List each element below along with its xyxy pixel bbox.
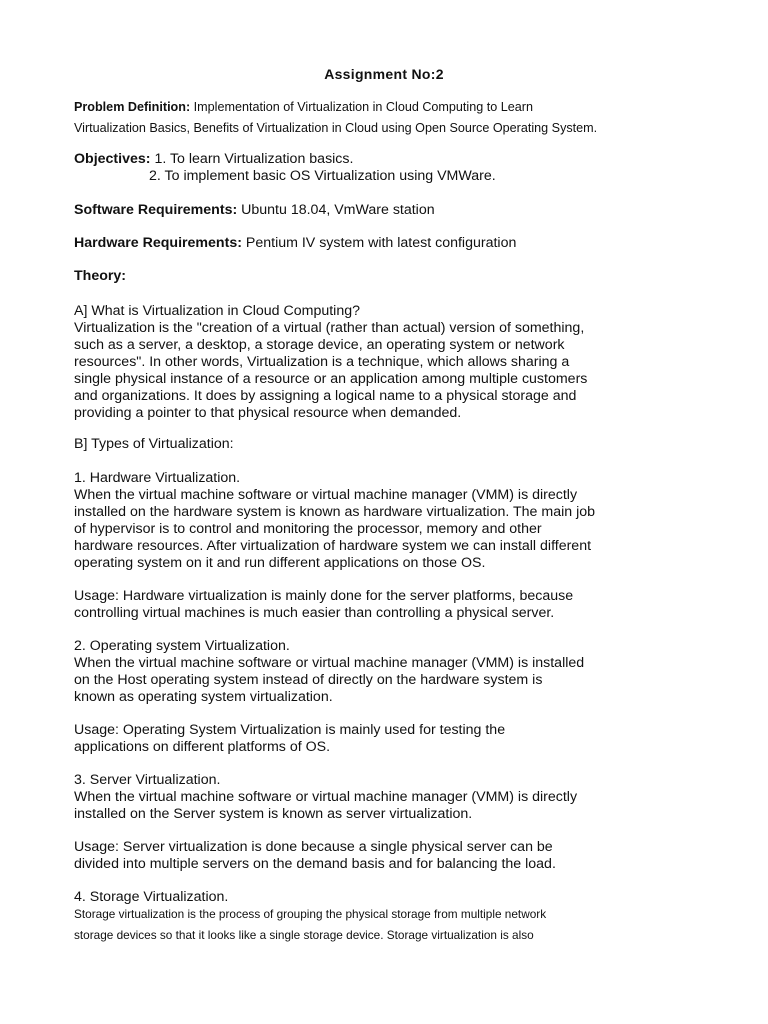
- type-1-usage-line: controlling virtual machines is much easier than controlling a physical server.: [74, 605, 555, 621]
- type-1-line: hardware resources. After virtualization of hardware system we can install different: [74, 538, 592, 554]
- type-3-line: When the virtual machine software or virtual machine manager (VMM) is directly: [74, 789, 578, 805]
- type-2-line: When the virtual machine software or virtual machine manager (VMM) is installed: [74, 655, 585, 671]
- type-1-line: of hypervisor is to control and monitoring the processor, memory and other: [74, 521, 542, 537]
- section-a-line: such as a server, a desktop, a storage device, an operating system or network: [74, 337, 565, 353]
- type-2-line: known as operating system virtualization.: [74, 689, 333, 705]
- section-b: [74, 436, 674, 453]
- theory-label: Theory:: [74, 268, 127, 284]
- type-1-heading: 1. Hardware Virtualization.: [74, 470, 241, 486]
- type-2-usage-line: applications on different platforms of OS.: [74, 739, 331, 755]
- section-a-line: resources". In other words, Virtualization is a technique, which allows sharing a: [74, 354, 570, 370]
- type-3-usage: [74, 839, 674, 873]
- type-4-line: Storage virtualization is the process of grouping the physical storage from multiple network: [74, 907, 547, 921]
- section-b-heading: B] Types of Virtualization:: [74, 436, 234, 452]
- type-2-heading: 2. Operating system Virtualization.: [74, 638, 290, 654]
- type-3-usage-line: divided into multiple servers on the demand basis and for balancing the load.: [74, 856, 556, 872]
- type-1-line: When the virtual machine software or virtual machine manager (VMM) is directly: [74, 487, 578, 503]
- software-label: Software Requirements:: [74, 202, 238, 218]
- software-value: Ubuntu 18.04, VmWare station: [237, 202, 435, 218]
- problem-line-1: Implementation of Virtualization in Cloud Computing to Learn: [190, 100, 533, 114]
- objectives-label: Objectives:: [74, 151, 151, 167]
- type-hardware-virtualization: [74, 470, 674, 572]
- section-a-line: and organizations. It does by assigning a logical name to a physical storage and: [74, 388, 577, 404]
- objective-1: 1. To learn Virtualization basics.: [150, 151, 354, 167]
- section-a-line: Virtualization is the "creation of a virtual (rather than actual) version of something,: [74, 320, 585, 336]
- objective-2: 2. To implement basic OS Virtualization using VMWare.: [149, 168, 496, 184]
- hardware-value: Pentium IV system with latest configuration: [241, 235, 517, 251]
- type-1-line: operating system on it and run different applications on those OS.: [74, 555, 486, 571]
- section-a: [74, 303, 674, 422]
- type-1-line: installed on the hardware system is known as hardware virtualization. The main job: [74, 504, 595, 520]
- software-requirements: [74, 202, 674, 219]
- type-3-line: installed on the Server system is known as server virtualization.: [74, 806, 473, 822]
- type-4-body: [74, 904, 674, 946]
- type-os-virtualization: [74, 638, 674, 706]
- type-1-usage: [74, 588, 674, 622]
- type-2-usage: [74, 722, 674, 756]
- type-4-line: storage devices so that it looks like a single storage device. Storage virtualization is also: [74, 928, 534, 942]
- theory-heading: [74, 268, 674, 285]
- section-a-line: single physical instance of a resource or an application among multiple customers: [74, 371, 588, 387]
- problem-label: Problem Definition:: [74, 100, 191, 114]
- type-3-heading: 3. Server Virtualization.: [74, 772, 221, 788]
- type-2-usage-line: Usage: Operating System Virtualization is mainly used for testing the: [74, 722, 506, 738]
- type-1-usage-line: Usage: Hardware virtualization is mainly done for the server platforms, because: [74, 588, 574, 604]
- type-4-heading: 4. Storage Virtualization.: [74, 889, 229, 905]
- section-a-line: providing a pointer to that physical resource when demanded.: [74, 405, 462, 421]
- type-3-usage-line: Usage: Server virtualization is done because a single physical server can be: [74, 839, 553, 855]
- hardware-requirements: [74, 235, 674, 252]
- section-a-heading: A] What is Virtualization in Cloud Computing?: [74, 303, 360, 319]
- objectives: [74, 151, 674, 185]
- problem-line-2: Virtualization Basics, Benefits of Virtualization in Cloud using Open Source Operating System.: [74, 121, 598, 135]
- type-server-virtualization: [74, 772, 674, 823]
- page-title: Assignment No:2: [324, 66, 444, 82]
- problem-definition: [74, 97, 674, 139]
- type-2-line: on the Host operating system instead of directly on the hardware system is: [74, 672, 543, 688]
- hardware-label: Hardware Requirements:: [74, 235, 242, 251]
